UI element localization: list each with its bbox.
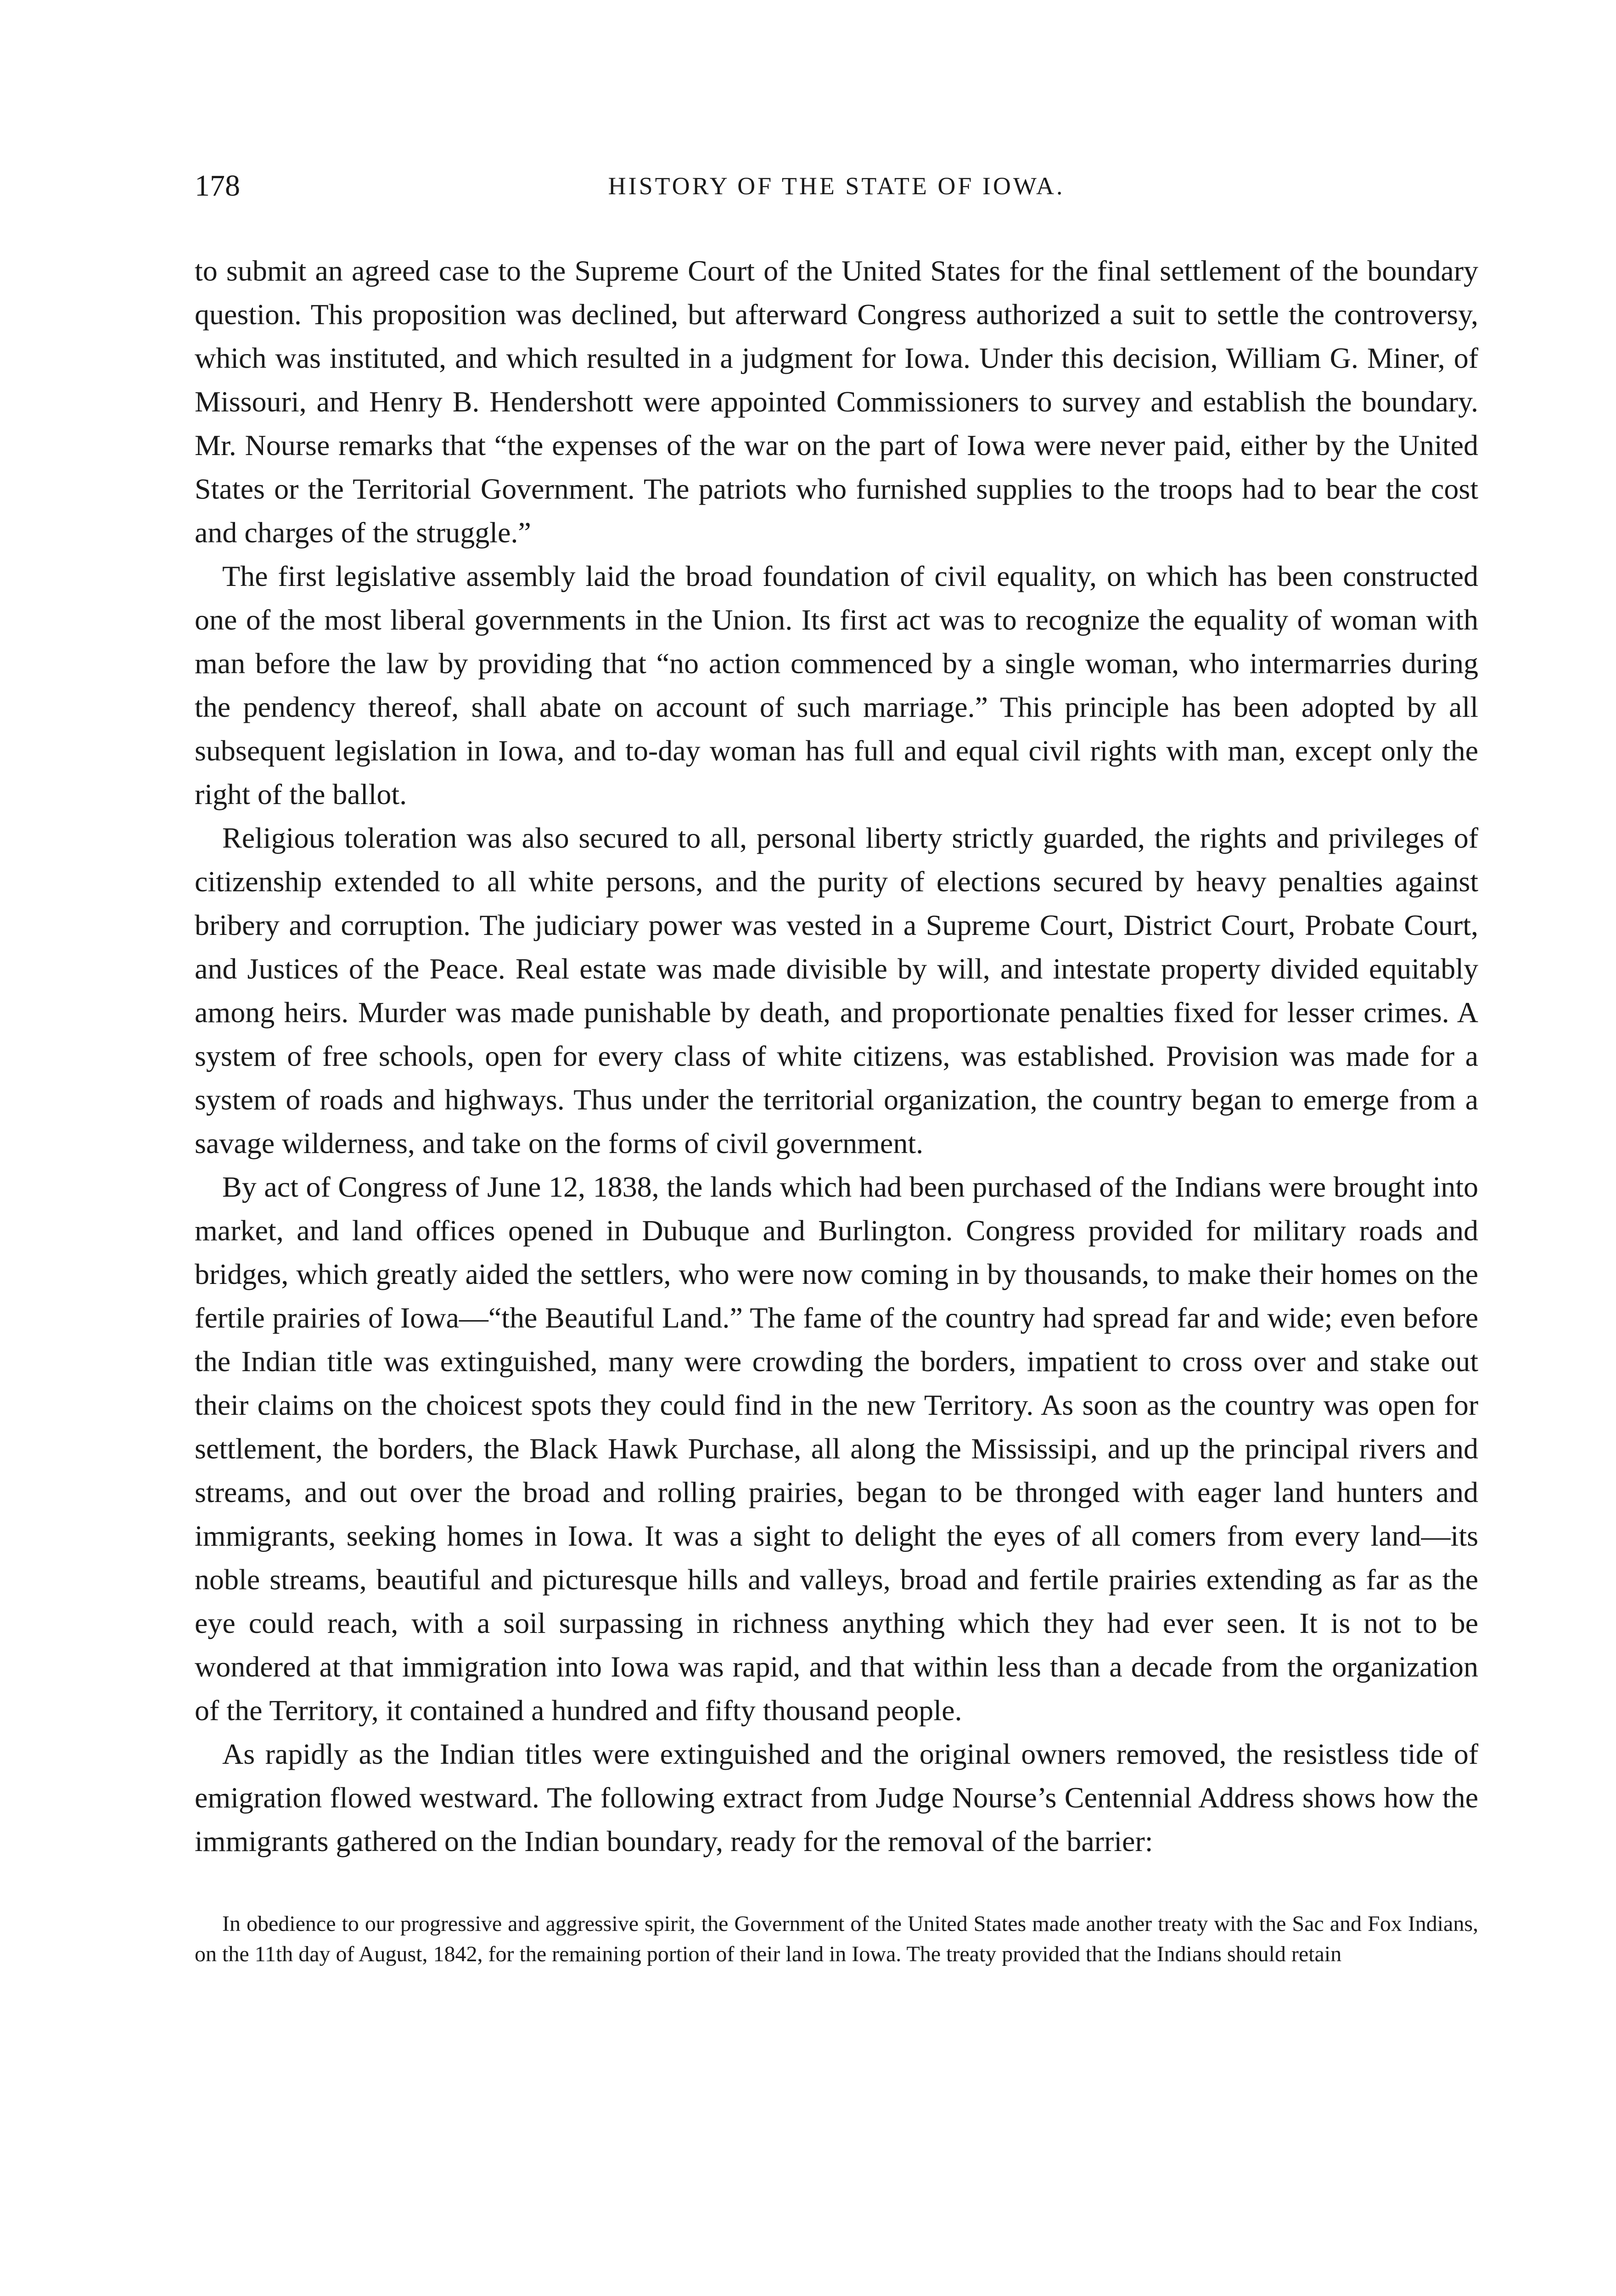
body-text xyxy=(195,249,1478,1863)
paragraph-legislative-assembly: The first legislative assembly laid the broad foundation of civil equality, on which has been constructed one of the most liberal governments in the Union. Its first act was to recognize the equality of woman with man before the law by providing that “no action commenced by a single woman, who intermarries during the pendency thereof, shall abate on account of such marriage.” This principle has been adopted by all subsequent legislation in Iowa, and to-day woman has full and equal civil rights with man, except only the right of the ballot. xyxy=(195,560,1478,810)
running-title: HISTORY OF THE STATE OF IOWA. xyxy=(608,172,1065,200)
paragraph-continued: to submit an agreed case to the Supreme Court of the United States for the final settlement of the boundary question. This proposition was declined, but afterward Congress authorized a suit to settle the controversy, which was instituted, and which resulted in a judgment for Iowa. Under this decision, William G. Miner, of Missouri, and Henry B. Hendershott were appointed Commissioners to survey and establish the boundary. Mr. Nourse remarks that “the expenses of the war on the part of Iowa were never paid, either by the United States or the Territorial Government. The patriots who furnished supplies to the troops had to bear the cost and charges of the struggle.” xyxy=(195,254,1478,549)
paragraph-indian-titles: As rapidly as the Indian titles were extinguished and the original owners removed, the resistless tide of emigration flowed westward. The following extract from Judge Nourse’s Centennial Address shows how the immigrants gathered on the Indian boundary, ready for the removal of the barrier: xyxy=(195,1738,1478,1857)
block-quote-extract xyxy=(195,1909,1478,1970)
paragraph-religious-toleration: Religious toleration was also secured to all, personal liberty strictly guarded, the rights and privileges of citizenship extended to all white persons, and the purity of elections secured by heavy penalties against bribery and corruption. The judiciary power was vested in a Supreme Court, District Court, Probate Court, and Justices of the Peace. Real estate was made divisible by will, and intestate property divided equitably among heirs. Murder was made punishable by death, and proportionate penalties fixed for lesser crimes. A system of free schools, open for every class of white citizens, was established. Provision was made for a system of roads and highways. Thus under the territorial organization, the country began to emerge from a savage wilderness, and take on the forms of civil government. xyxy=(195,822,1478,1159)
page-number: 178 xyxy=(195,169,240,203)
running-head xyxy=(195,165,1478,207)
book-page xyxy=(195,165,1478,2296)
paragraph-act-of-congress: By act of Congress of June 12, 1838, the lands which had been purchased of the Indians were brought into market, and land offices opened in Dubuque and Burlington. Congress provided for military roads and bridges, which greatly aided the settlers, who were now coming in by thousands, to make their homes on the fertile prairies of Iowa—“the Beautiful Land.” The fame of the country had spread far and wide; even before the Indian title was extinguished, many were crowding the borders, impatient to cross over and stake out their claims on the choicest spots they could find in the new Territory. As soon as the country was open for settlement, the borders, the Black Hawk Purchase, all along the Mississipi, and up the principal rivers and streams, and out over the broad and rolling prairies, began to be thronged with eager land hunters and immigrants, seeking homes in Iowa. It was a sight to delight the eyes of all comers from every land—its noble streams, beautiful and picturesque hills and valleys, broad and fertile prairies extending as far as the eye could reach, with a soil surpassing in richness anything which they had ever seen. It is not to be wondered at that immigration into Iowa was rapid, and that within less than a decade from the organization of the Territory, it contained a hundred and fifty thousand people. xyxy=(195,1171,1478,1727)
extract-text: In obedience to our progressive and aggressive spirit, the Government of the United States made another treaty with the Sac and Fox Indians, on the 11th day of August, 1842, for the remaining portion of their land in Iowa. The treaty provided that the Indians should retain xyxy=(195,1912,1478,1966)
